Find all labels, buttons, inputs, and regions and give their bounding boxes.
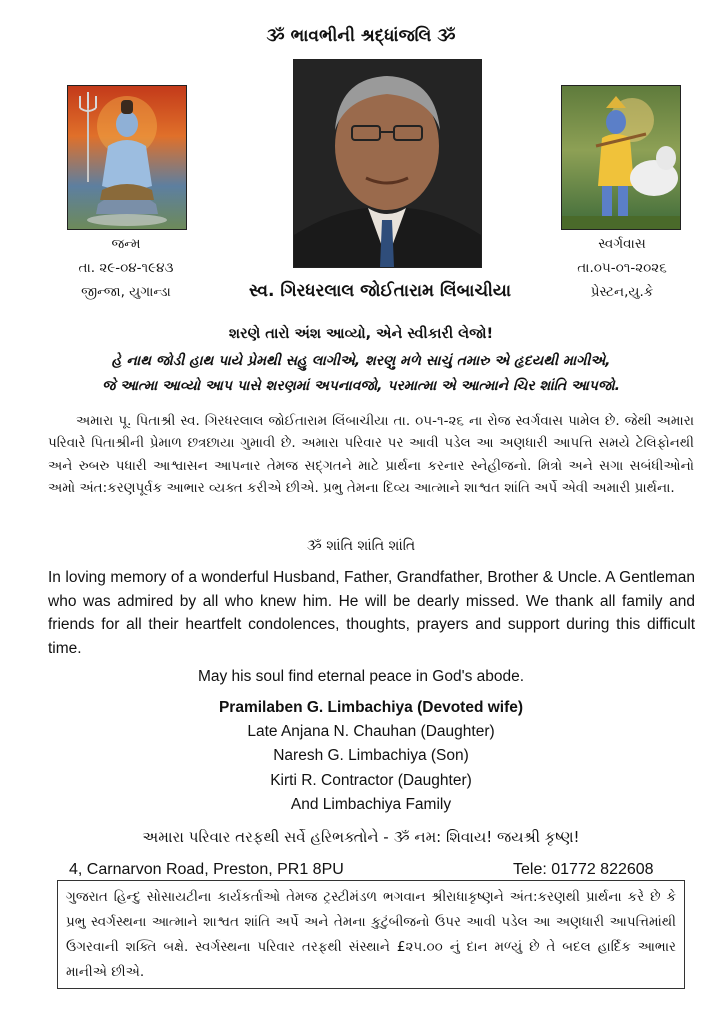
verse-title: શરણે તારો અંશ આવ્યો, એને સ્વીકારી લેજો! (228, 326, 494, 342)
family-member: Late Anjana N. Chauhan (Daughter) (247, 723, 495, 741)
verse-line-2: જે આત્મા આવ્યો આપ પાસે શરણમાં અપનાવજો, પરમાત્મા એ આત્માને ચિર શાંતિ આપજો. (102, 378, 620, 394)
english-message: In loving memory of a wonderful Husband, Father, Grandfather, Brother & Uncle. A Gentleman who was admired by all who knew him. He will be dearly missed. We thank all family and friends for all their heartfelt condolences, thoughts, prayers and support during this difficult time. (48, 569, 695, 657)
family-member: And Limbachiya Family (290, 795, 452, 813)
gujarati-message: અમારા પૂ. પિતાશ્રી સ્વ. ગિરધરલાલ જોઈતારામ લિંબાચીયા તા. ૦૫-૧-૨૬ ના રોજ સ્વર્ગવાસ પામેલ છે. જેથી અમારા પરિવારે પિતાશ્રીની પ્રેમાળ છત્રછાયા ગુમાવી છે. અમારા પરિવાર પર આવી પડેલ આ અણધારી આપત્તિ સમયે ટેલિફોનથી અને રુબરુ પધારી આશ્વાસન આપનાર તેમજ સદ્‌ગતને માટે પ્રાર્થના કરનાર સ્નેહીજનો. મિત્રો અને સગા સબંધીઓનો અમો અંત:કરણપૂર્વક આભાર વ્યક્ત કરીએ છીએ. પ્રભુ તેમના દિવ્ય આત્માને શાશ્વત શાંતિ અર્પે એવી અમારી પ્રાર્થના. (48, 413, 694, 496)
shiva-image (67, 85, 187, 230)
peace-line: May his soul find eternal peace in God's abode. (197, 668, 525, 685)
death-label: સ્વર્ગવાસ (598, 236, 646, 252)
family-greeting: અમારા પરિવાર તરફથી સર્વે હરિભક્તોને - ૐ નમ: શિવાય! જયશ્રી કૃષ્ણ! (142, 828, 580, 846)
death-details (547, 232, 697, 304)
birth-date: તા. ૨૯-૦૪-૧૯૪૩ (78, 260, 174, 276)
om-shanti: ૐ શાંતિ શાંતિ શાંતિ (306, 538, 416, 554)
death-place: પ્રેસ્ટન,યુ.કે (590, 284, 654, 300)
birth-label: જન્મ (111, 236, 141, 252)
death-date: તા.૦૫-૦૧-૨૦૨૬ (577, 260, 667, 276)
verse-line-1: હે નાથ જોડી હાથ પાયે પ્રેમથી સહુ લાગીએ, શરણુ મળે સાચું તમારુ એ હૃદયથી માગીએ, (111, 353, 611, 369)
family-list (0, 696, 722, 817)
family-member-wife: Pramilaben G. Limbachiya (Devoted wife) (218, 699, 524, 716)
portrait-photo (293, 59, 482, 268)
family-member: Kirti R. Contractor (Daughter) (270, 771, 472, 789)
society-note-box (57, 880, 685, 989)
family-member: Naresh G. Limbachiya (Son) (273, 747, 469, 765)
krishna-image (561, 85, 681, 230)
telephone: Tele: 01772 822608 (513, 861, 654, 878)
society-note: ગુજરાત હિન્દુ સોસાયટીના કાર્યકર્તાઓ તેમજ ટ્રસ્ટીમંડળ ભગવાન શ્રીરાધાકૃષ્ણને અંત:કરણથી પ્રાર્થના કરે છે કે પ્રભુ સ્વર્ગસ્થના આત્માને શાશ્વત શાંતિ અર્પે અને તેમના કુટુંબીજનો ઉપર આવી પડેલ આ અણધારી આપત્તિમાંથી ઉગરવાની શક્તિ બક્ષે. સ્વર્ગસ્થના પરિવાર તરફથી સંસ્થાને £૨૫.૦૦ નું દાન મળ્યું છે તે બદલ હાર્દિક આભાર માનીએ છીએ. (66, 889, 676, 980)
birth-details (51, 232, 201, 304)
address: 4, Carnarvon Road, Preston, PR1 8PU (69, 861, 344, 878)
tribute-heading: ૐ ભાવભીની શ્રદ્ધાંજલિ ૐ (266, 26, 456, 46)
deceased-name: સ્વ. ગિરધરલાલ જોઈતારામ લિંબાચીયા (248, 281, 512, 301)
birth-place: જીન્જા, યુગાન્ડા (81, 284, 171, 300)
